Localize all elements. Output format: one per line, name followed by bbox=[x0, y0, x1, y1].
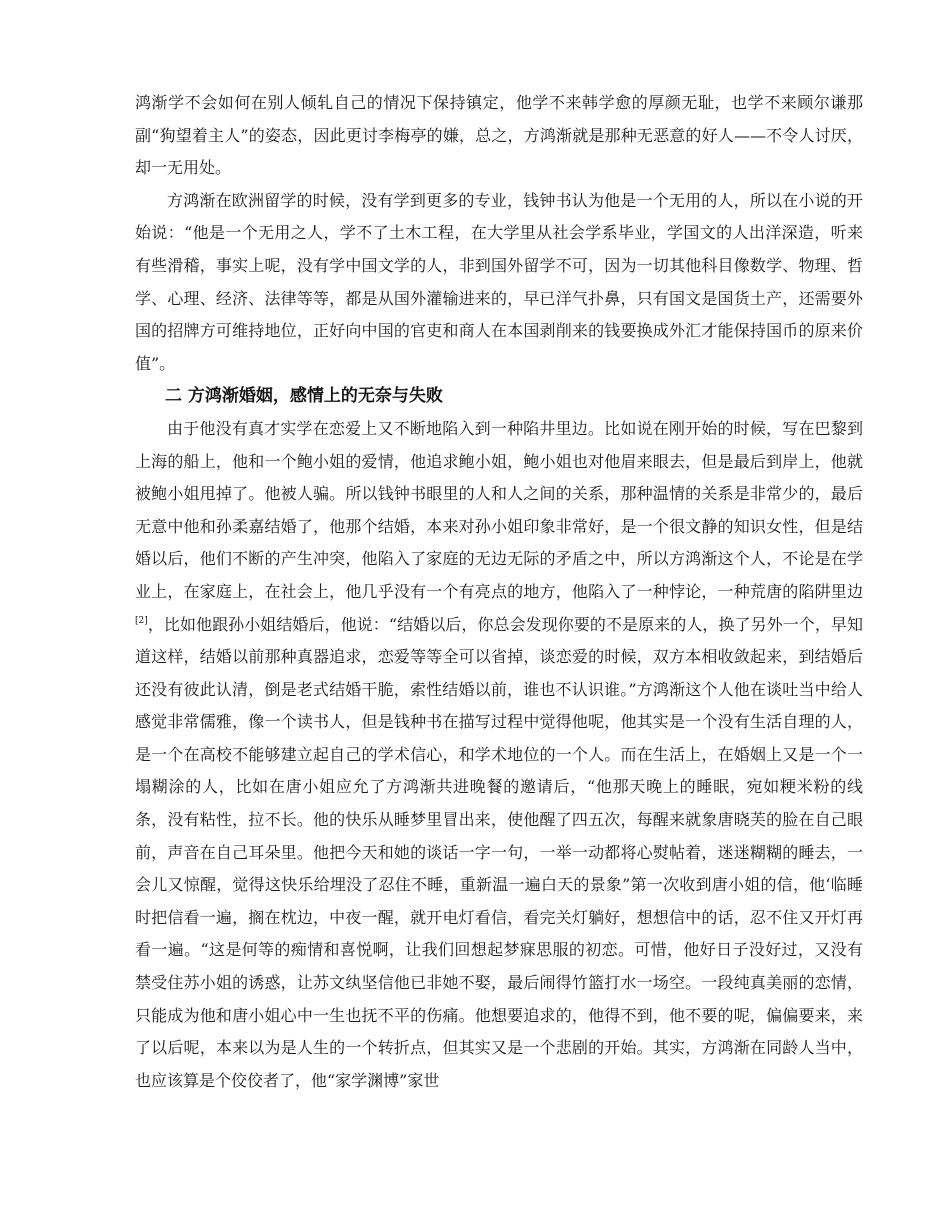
section-heading: 二 方鸿渐婚姻，感情上的无奈与失败 bbox=[165, 386, 443, 407]
paragraph-1: 鸿渐学不会如何在别人倾轧自己的情况下保持镇定，他学不来韩学愈的厚颜无耻，也学不来顾尔谦那副“狗望着主人”的姿态，因此更讨李梅亭的嫌，总之，方鸿渐就是那种无恶意的好人——不令人讨厌，却一无用处。 bbox=[135, 93, 863, 178]
paragraph-2: 方鸿渐在欧洲留学的时候，没有学到更多的专业，钱钟书认为他是一个无用的人，所以在小说的开始说：“他是一个无用之人，学不了土木工程，在大学里从社会学系毕业，学国文的人出洋深造，听来有些滑稽，事实上呢，没有学中国文学的人，非到国外留学不可，因为一切其他科目像数学、物理、哲学、心理、经济、法律等等，都是从国外灌输进来的，早已洋气扑鼻，只有国文是国货土产，还需要外国的招牌方可维持地位，正好向中国的官吏和商人在本国剥削来的钱要换成外汇才能保持国币的原来价值”。 bbox=[135, 190, 863, 373]
paragraph-3-part-2: ，比如他跟孙小姐结婚后，他说：“结婚以后，你总会发现你要的不是原来的人，换了另外一个，早知道这样，结婚以前那种真器追求，恋爱等等全可以省掉，谈恋爱的时候，双方本相收敛起来，到结婚后还没有彼此认清，倒是老式结婚干脆，索性结婚以前，谁也不认识谁。”方鸿渐这个人他在谈吐当中给人感觉非常儒雅，像一个读书人，但是钱种书在描写过程中觉得他呢，他其实是一个没有生活自理的人，是一个在高校不能够建立起自己的学术信心，和学术地位的一个人。而在生活上，在婚姻上又是一个一塌糊涂的人，比如在唐小姐应允了方鸿渐共进晚餐的邀请后，“他那天晚上的睡眠，宛如粳米粉的线条，没有粘性，拉不长。他的快乐从睡梦里冒出来，使他醒了四五次，每醒来就象唐晓芙的脸在自己眼前，声音在自己耳朵里。他把今天和她的谈话一字一句，一举一动都将心熨帖着，迷迷糊糊的睡去，一会儿又惊醒，觉得这快乐给埋没了忍住不睡，重新温一遍白天的景象”第一次收到唐小姐的信，他‘临睡时把信看一遍，搁在枕边，中夜一醒，就开电灯看信，看完关灯躺好，想想信中的话，忍不住又开灯再看一遍。“这是何等的痴情和喜悦啊，让我们回想起梦寐思服的初恋。可惜，他好日子没好过，又没有禁受住苏小姐的诱惑，让苏文纨坚信他已非她不娶，最后闹得竹篮打水一场空。一段纯真美丽的恋情，只能成为他和唐小姐心中一生也抚不平的伤痛。他想要追求的，他得不到，他不要的呢，偏偏要来，来了以后呢，本来以为是人生的一个转折点，但其实又是一个悲剧的开始。其实，方鸿渐在同龄人当中，也应该算是个佼佼者了，他“家学渊博”家世 bbox=[135, 614, 863, 1090]
paragraph-3-part-1: 由于他没有真才实学在恋爱上又不断地陷入到一种陷井里边。比如说在刚开始的时候，写在巴黎到上海的船上，他和一个鲍小姐的爱情，他追求鲍小姐，鲍小姐也对他眉来眼去，但是最后到岸上，他就被鲍小姐甩掉了。他被人骗。所以钱钟书眼里的人和人之间的关系，那种温情的关系是非常少的，最后无意中他和孙柔嘉结婚了，他那个结婚，本来对孙小姐印象非常好，是一个很文静的知识女性，但是结婚以后，他们不断的产生冲突，他陷入了家庭的无边无际的矛盾之中，所以方鸿渐这个人，不论是在学业上，在家庭上，在社会上，他几乎没有一个有亮点的地方，他陷入了一种悖论，一种荒唐的陷阱里边 bbox=[135, 418, 863, 601]
citation-marker: [2] bbox=[135, 615, 148, 626]
paragraph-3 bbox=[135, 413, 863, 1097]
document-page bbox=[135, 87, 863, 1097]
